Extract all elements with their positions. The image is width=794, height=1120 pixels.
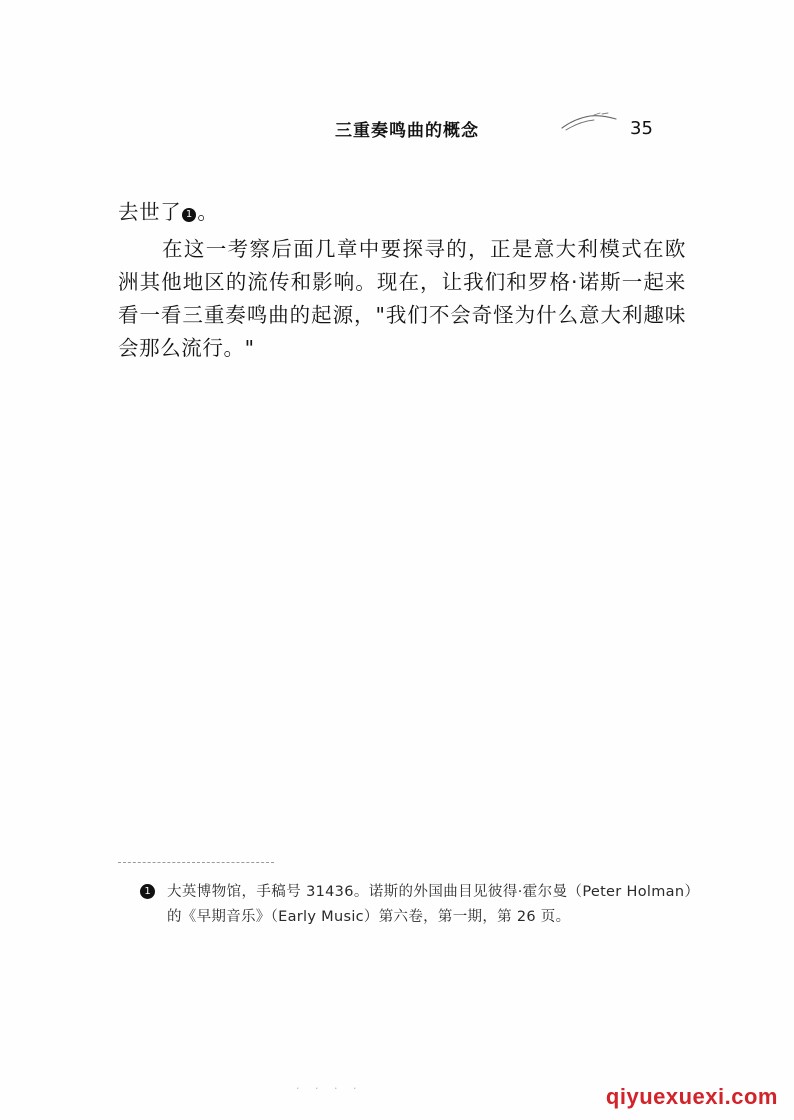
footnote-reference-marker[interactable]: 1 [182,208,196,222]
running-head [120,108,680,148]
flourish-ornament-icon [560,112,620,134]
watermark-domain: .com [724,1084,778,1109]
page-bottom-dots: · · · · [296,1082,363,1095]
footnote-separator [118,862,274,864]
footnote-marker: 1 [140,884,155,899]
paragraph-text-after-marker: 。 [197,200,219,224]
page-number: 35 [630,118,653,139]
watermark-q: q [605,1084,620,1109]
paragraph-continuation [118,196,686,229]
site-watermark [606,1084,778,1110]
body-text-block [118,196,686,365]
watermark-text: iyuexuexi [619,1084,725,1109]
footnote-text: 大英博物馆，手稿号 31436。诺斯的外国曲目见彼得·霍尔曼（Peter Holman）的《早期音乐》（Early Music）第六卷，第一期，第 26 页。 [167,884,692,925]
paragraph-text-before-marker: 去世了 [118,200,182,224]
paragraph-main: 在这一考察后面几章中要探寻的，正是意大利模式在欧洲其他地区的流传和影响。现在，让我们和罗格·诺斯一起来看一看三重奏鸣曲的起源，"我们不会奇怪为什么意大利趣味会那么流行。" [118,237,686,360]
running-head-title: 三重奏鸣曲的概念 [335,121,479,141]
footnote [140,880,692,930]
